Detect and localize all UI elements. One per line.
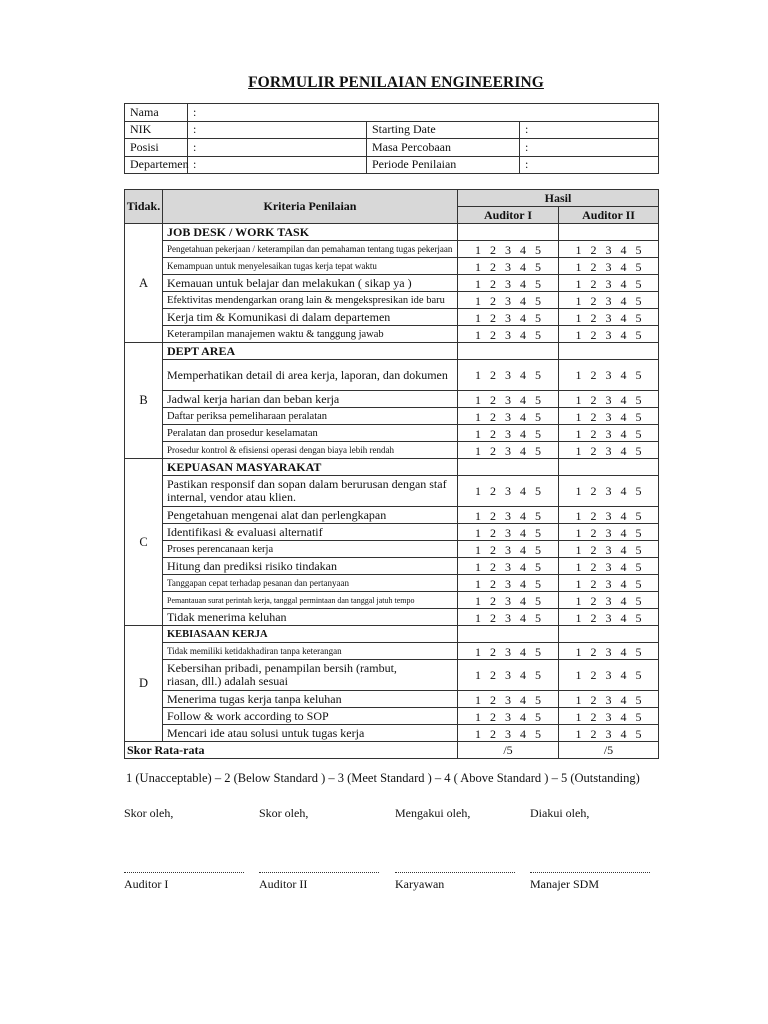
rating-c4-auditor2[interactable]: 1 2 3 4 5 (559, 541, 659, 558)
rating-b5-auditor2[interactable]: 1 2 3 4 5 (559, 442, 659, 459)
table-row (125, 391, 659, 408)
signature-2-line[interactable] (259, 872, 379, 873)
section-d-title-row (125, 626, 659, 643)
rating-c6-auditor1[interactable]: 1 2 3 4 5 (458, 575, 559, 592)
section-d-letter: D (125, 626, 163, 742)
criteria-c8: Tidak menerima keluhan (163, 609, 458, 626)
label-masa-percobaan: Masa Percobaan (367, 139, 520, 157)
score-auditor-2[interactable]: /5 (559, 742, 659, 759)
rating-a1-auditor1[interactable]: 1 2 3 4 5 (458, 241, 559, 258)
section-c-blank-1 (458, 459, 559, 476)
rating-a5-auditor1[interactable]: 1 2 3 4 5 (458, 309, 559, 326)
criteria-c5: Hitung dan prediksi risiko tindakan (163, 558, 458, 575)
criteria-d3: Menerima tugas kerja tanpa keluhan (163, 691, 458, 708)
rating-d5-auditor2[interactable]: 1 2 3 4 5 (559, 725, 659, 742)
criteria-d2: Kebersihan pribadi, penampilan bersih (rambut, riasan, dll.) adalah sesuai (163, 660, 458, 691)
table-row (125, 476, 659, 507)
criteria-a1: Pengetahuan pekerjaan / keterampilan dan pemahaman tentang tugas pekerjaan (163, 241, 458, 258)
criteria-b2: Jadwal kerja harian dan beban kerja (163, 391, 458, 408)
rating-a2-auditor1[interactable]: 1 2 3 4 5 (458, 258, 559, 275)
rating-b4-auditor2[interactable]: 1 2 3 4 5 (559, 425, 659, 442)
section-d-blank-2 (559, 626, 659, 643)
rating-d4-auditor2[interactable]: 1 2 3 4 5 (559, 708, 659, 725)
rating-a4-auditor1[interactable]: 1 2 3 4 5 (458, 292, 559, 309)
section-c-title-row (125, 459, 659, 476)
rating-c5-auditor1[interactable]: 1 2 3 4 5 (458, 558, 559, 575)
table-row (125, 541, 659, 558)
field-nik[interactable]: : (188, 121, 367, 139)
section-a-blank-2 (559, 224, 659, 241)
section-b-blank-2 (559, 343, 659, 360)
criteria-b3: Daftar periksa pemeliharaan peralatan (163, 408, 458, 425)
rating-a2-auditor2[interactable]: 1 2 3 4 5 (559, 258, 659, 275)
section-b-title-row (125, 343, 659, 360)
label-nama: Nama (125, 104, 188, 122)
info-row-nama (125, 104, 659, 122)
label-posisi: Posisi (125, 139, 188, 157)
criteria-a3: Kemauan untuk belajar dan melakukan ( sikap ya ) (163, 275, 458, 292)
header-tidak: Tidak. (125, 190, 163, 224)
section-a-letter: A (125, 224, 163, 343)
header-auditor-2: Auditor II (559, 207, 659, 224)
rating-c4-auditor1[interactable]: 1 2 3 4 5 (458, 541, 559, 558)
label-periode-penilaian: Periode Penilaian (367, 156, 520, 174)
signature-1-caption: Skor oleh, (124, 806, 174, 820)
section-a-title-row (125, 224, 659, 241)
criteria-a6: Keterampilan manajemen waktu & tanggung jawab (163, 326, 458, 343)
criteria-c1: Pastikan responsif dan sopan dalam berurusan dengan staf internal, vendor atau klien. (163, 476, 458, 507)
criteria-c4: Proses perencanaan kerja (163, 541, 458, 558)
employee-info-table (124, 103, 659, 174)
rating-c8-auditor1[interactable]: 1 2 3 4 5 (458, 609, 559, 626)
field-departemen[interactable]: : (188, 156, 367, 174)
rating-d5-auditor1[interactable]: 1 2 3 4 5 (458, 725, 559, 742)
signature-4-line[interactable] (530, 872, 650, 873)
table-row (125, 660, 659, 691)
table-row (125, 592, 659, 609)
rating-b1-auditor1[interactable]: 1 2 3 4 5 (458, 360, 559, 391)
section-b-title: DEPT AREA (163, 343, 458, 360)
section-c-blank-2 (559, 459, 659, 476)
section-a-title: JOB DESK / WORK TASK (163, 224, 458, 241)
signature-3-role: Karyawan (395, 877, 445, 891)
field-starting-date[interactable]: : (520, 121, 659, 139)
info-row-posisi (125, 139, 659, 157)
rating-b2-auditor1[interactable]: 1 2 3 4 5 (458, 391, 559, 408)
rating-c8-auditor2[interactable]: 1 2 3 4 5 (559, 609, 659, 626)
rating-a5-auditor2[interactable]: 1 2 3 4 5 (559, 309, 659, 326)
rating-d1-auditor2[interactable]: 1 2 3 4 5 (559, 643, 659, 660)
score-row (125, 742, 659, 759)
section-c-letter: C (125, 459, 163, 626)
signature-3-caption: Mengakui oleh, (395, 806, 471, 820)
table-row (125, 309, 659, 326)
table-row (125, 326, 659, 343)
table-row (125, 643, 659, 660)
table-row (125, 609, 659, 626)
table-row (125, 275, 659, 292)
table-row (125, 708, 659, 725)
rating-a4-auditor2[interactable]: 1 2 3 4 5 (559, 292, 659, 309)
rating-a6-auditor2[interactable]: 1 2 3 4 5 (559, 326, 659, 343)
table-row (125, 258, 659, 275)
table-row (125, 292, 659, 309)
signature-1-role: Auditor I (124, 877, 169, 891)
rating-d2-auditor1[interactable]: 1 2 3 4 5 (458, 660, 559, 691)
table-row (125, 507, 659, 524)
header-hasil: Hasil (458, 190, 659, 207)
section-d-title: KEBIASAAN KERJA (163, 626, 458, 643)
signature-3-line[interactable] (395, 872, 515, 873)
table-row (125, 691, 659, 708)
header-row (125, 190, 659, 207)
rating-b3-auditor2[interactable]: 1 2 3 4 5 (559, 408, 659, 425)
field-masa-percobaan[interactable]: : (520, 139, 659, 157)
rating-c7-auditor2[interactable]: 1 2 3 4 5 (559, 592, 659, 609)
criteria-a2: Kemampuan untuk menyelesaikan tugas kerja tepat waktu (163, 258, 458, 275)
rating-d2-auditor2[interactable]: 1 2 3 4 5 (559, 660, 659, 691)
header-auditor-1: Auditor I (458, 207, 559, 224)
table-row (125, 725, 659, 742)
score-auditor-1[interactable]: /5 (458, 742, 559, 759)
section-b-letter: B (125, 343, 163, 459)
table-row (125, 425, 659, 442)
criteria-c7: Pemantauan surat perintah kerja, tanggal permintaan dan tanggal jatuh tempo (163, 592, 458, 609)
table-row (125, 575, 659, 592)
table-row (125, 558, 659, 575)
rating-c7-auditor1[interactable]: 1 2 3 4 5 (458, 592, 559, 609)
signature-1-line[interactable] (124, 872, 244, 873)
criteria-c3: Identifikasi & evaluasi alternatif (163, 524, 458, 541)
rating-d3-auditor1[interactable]: 1 2 3 4 5 (458, 691, 559, 708)
criteria-a5: Kerja tim & Komunikasi di dalam departemen (163, 309, 458, 326)
criteria-b4: Peralatan dan prosedur keselamatan (163, 425, 458, 442)
rating-b5-auditor1[interactable]: 1 2 3 4 5 (458, 442, 559, 459)
rating-b3-auditor1[interactable]: 1 2 3 4 5 (458, 408, 559, 425)
score-label: Skor Rata-rata (125, 742, 458, 759)
rating-d3-auditor2[interactable]: 1 2 3 4 5 (559, 691, 659, 708)
rating-legend: 1 (Unacceptable) – 2 (Below Standard ) – 3 (Meet Standard ) – 4 ( Above Standard ) – 5 (Outstanding) (126, 771, 640, 785)
table-row (125, 442, 659, 459)
rating-c3-auditor1[interactable]: 1 2 3 4 5 (458, 524, 559, 541)
signature-4-role: Manajer SDM (530, 877, 599, 891)
rating-a3-auditor1[interactable]: 1 2 3 4 5 (458, 275, 559, 292)
criteria-b1: Memperhatikan detail di area kerja, laporan, dan dokumen (163, 360, 458, 391)
label-departemen: Departemen (125, 156, 188, 174)
criteria-d5: Mencari ide atau solusi untuk tugas kerja (163, 725, 458, 742)
rating-c1-auditor2[interactable]: 1 2 3 4 5 (559, 476, 659, 507)
rating-b1-auditor2[interactable]: 1 2 3 4 5 (559, 360, 659, 391)
rating-c5-auditor2[interactable]: 1 2 3 4 5 (559, 558, 659, 575)
signature-4-caption: Diakui oleh, (530, 806, 590, 820)
field-posisi[interactable]: : (188, 139, 367, 157)
criteria-c6: Tanggapan cepat terhadap pesanan dan pertanyaan (163, 575, 458, 592)
criteria-d1: Tidak memiliki ketidakhadiran tanpa keterangan (163, 643, 458, 660)
section-a-blank-1 (458, 224, 559, 241)
field-nama[interactable]: : (188, 104, 659, 122)
rating-a3-auditor2[interactable]: 1 2 3 4 5 (559, 275, 659, 292)
criteria-a4: Efektivitas mendengarkan orang lain & mengekspresikan ide baru (163, 292, 458, 309)
assessment-table (124, 189, 659, 759)
criteria-d4: Follow & work according to SOP (163, 708, 458, 725)
rating-c1-auditor1[interactable]: 1 2 3 4 5 (458, 476, 559, 507)
table-row (125, 241, 659, 258)
section-b-blank-1 (458, 343, 559, 360)
field-periode-penilaian[interactable]: : (520, 156, 659, 174)
rating-b4-auditor1[interactable]: 1 2 3 4 5 (458, 425, 559, 442)
rating-a6-auditor1[interactable]: 1 2 3 4 5 (458, 326, 559, 343)
rating-c2-auditor2[interactable]: 1 2 3 4 5 (559, 507, 659, 524)
rating-d4-auditor1[interactable]: 1 2 3 4 5 (458, 708, 559, 725)
label-starting-date: Starting Date (367, 121, 520, 139)
form-title: FORMULIR PENILAIAN ENGINEERING (248, 74, 544, 91)
table-row (125, 360, 659, 391)
header-kriteria: Kriteria Penilaian (163, 190, 458, 224)
info-row-departemen (125, 156, 659, 174)
table-row (125, 524, 659, 541)
table-row (125, 408, 659, 425)
criteria-c2: Pengetahuan mengenai alat dan perlengkapan (163, 507, 458, 524)
criteria-b5: Prosedur kontrol & efisiensi operasi dengan biaya lebih rendah (163, 442, 458, 459)
rating-d1-auditor1[interactable]: 1 2 3 4 5 (458, 643, 559, 660)
signature-2-role: Auditor II (259, 877, 308, 891)
rating-c3-auditor2[interactable]: 1 2 3 4 5 (559, 524, 659, 541)
label-nik: NIK (125, 121, 188, 139)
section-c-title: KEPUASAN MASYARAKAT (163, 459, 458, 476)
signature-2-caption: Skor oleh, (259, 806, 309, 820)
rating-b2-auditor2[interactable]: 1 2 3 4 5 (559, 391, 659, 408)
rating-c2-auditor1[interactable]: 1 2 3 4 5 (458, 507, 559, 524)
rating-c6-auditor2[interactable]: 1 2 3 4 5 (559, 575, 659, 592)
info-row-nik (125, 121, 659, 139)
rating-a1-auditor2[interactable]: 1 2 3 4 5 (559, 241, 659, 258)
section-d-blank-1 (458, 626, 559, 643)
